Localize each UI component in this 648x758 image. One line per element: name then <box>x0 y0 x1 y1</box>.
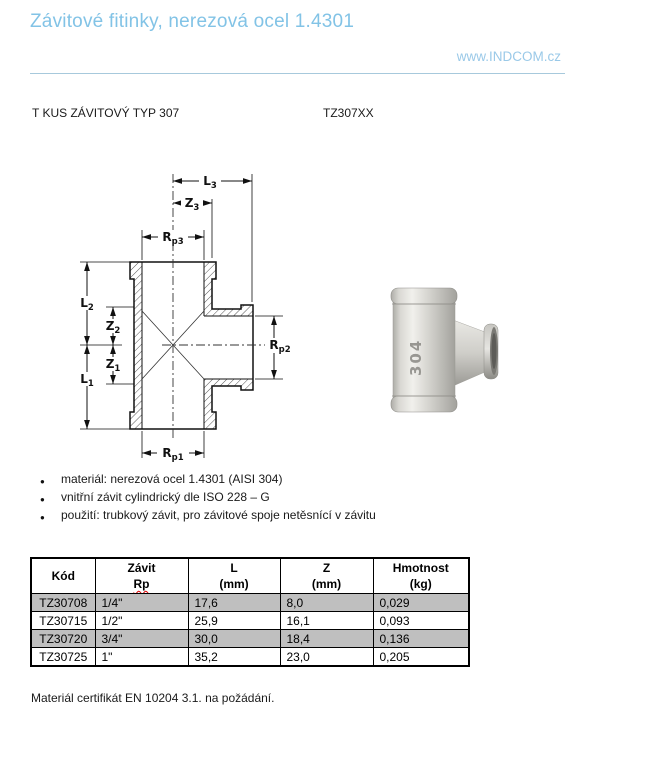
cell-zavit: 1/2" <box>95 612 188 630</box>
col-header-z: Z (mm) <box>280 558 373 594</box>
fitting-bore-lines <box>142 262 253 429</box>
col-header-hmotnost: Hmotnost (kg) <box>373 558 469 594</box>
cell-hmotnost: 0,029 <box>373 594 469 612</box>
dimension-label-rp2: $R_{p2}$ <box>269 338 291 355</box>
dimension-label-backgrounds <box>76 174 295 461</box>
bullet-list <box>40 473 376 527</box>
table-row <box>31 612 469 630</box>
dimension-label-z2: $Z_2$ <box>105 319 121 336</box>
dimension-label-rp1: $R_{p1}$ <box>162 446 184 463</box>
dimension-label-l3: $L_3$ <box>203 174 217 191</box>
photo-stamp-304: 304 <box>407 338 425 376</box>
cell-l: 17,6 <box>188 594 280 612</box>
bullet-item-material: ● materiál: nerezová ocel 1.4301 (AISI 304) <box>40 473 376 486</box>
cell-zavit: 1/4" <box>95 594 188 612</box>
table-row <box>31 648 469 667</box>
technical-drawing <box>72 166 362 466</box>
fitting-photo-body <box>391 288 498 412</box>
product-photo <box>390 284 505 416</box>
col-header-kod: Kód <box>31 558 95 594</box>
cell-z: 8,0 <box>280 594 373 612</box>
table-header-row <box>31 558 469 594</box>
cell-kod: TZ30725 <box>31 648 95 667</box>
dimension-lines <box>87 181 274 453</box>
dimension-label-l2: $L_2$ <box>80 296 94 313</box>
cell-kod: TZ30720 <box>31 630 95 648</box>
cell-z: 23,0 <box>280 648 373 667</box>
col-header-l: L (mm) <box>188 558 280 594</box>
cell-hmotnost: 0,093 <box>373 612 469 630</box>
cell-l: 25,9 <box>188 612 280 630</box>
cell-l: 35,2 <box>188 648 280 667</box>
dimension-label-rp3: $R_{p3}$ <box>162 230 184 247</box>
table-row <box>31 594 469 612</box>
dimension-label-l1: $L_1$ <box>80 372 94 389</box>
cell-zavit: 3/4" <box>95 630 188 648</box>
product-code: TZ307XX <box>323 106 374 120</box>
col-header-zavit: Závit Rp <box>95 558 188 594</box>
dimension-label-z1: $Z_1$ <box>105 357 121 374</box>
cell-hmotnost: 0,136 <box>373 630 469 648</box>
divider-line <box>30 73 565 74</box>
fitting-outline <box>130 262 253 429</box>
bullet-item-thread: ● vnitřní závit cylindrický dle ISO 228 – G <box>40 491 376 504</box>
website-link[interactable]: www.INDCOM.cz <box>456 49 561 64</box>
spec-table <box>30 557 470 667</box>
page-title: Závitové fitinky, nerezová ocel 1.4301 <box>30 11 355 32</box>
cell-z: 16,1 <box>280 612 373 630</box>
cell-l: 30,0 <box>188 630 280 648</box>
footer-note: Materiál certifikát EN 10204 3.1. na požádání. <box>31 691 275 705</box>
cell-zavit: 1" <box>95 648 188 667</box>
cell-z: 18,4 <box>280 630 373 648</box>
dimension-label-z3: $Z_3$ <box>184 196 200 213</box>
cell-hmotnost: 0,205 <box>373 648 469 667</box>
wall-hatching <box>130 262 253 429</box>
table-row <box>31 630 469 648</box>
cell-kod: TZ30708 <box>31 594 95 612</box>
bullet-item-usage: ● použití: trubkový závit, pro závitové spoje netěsnící v závitu <box>40 509 376 522</box>
cell-kod: TZ30715 <box>31 612 95 630</box>
product-heading: T KUS ZÁVITOVÝ TYP 307 <box>32 106 180 120</box>
